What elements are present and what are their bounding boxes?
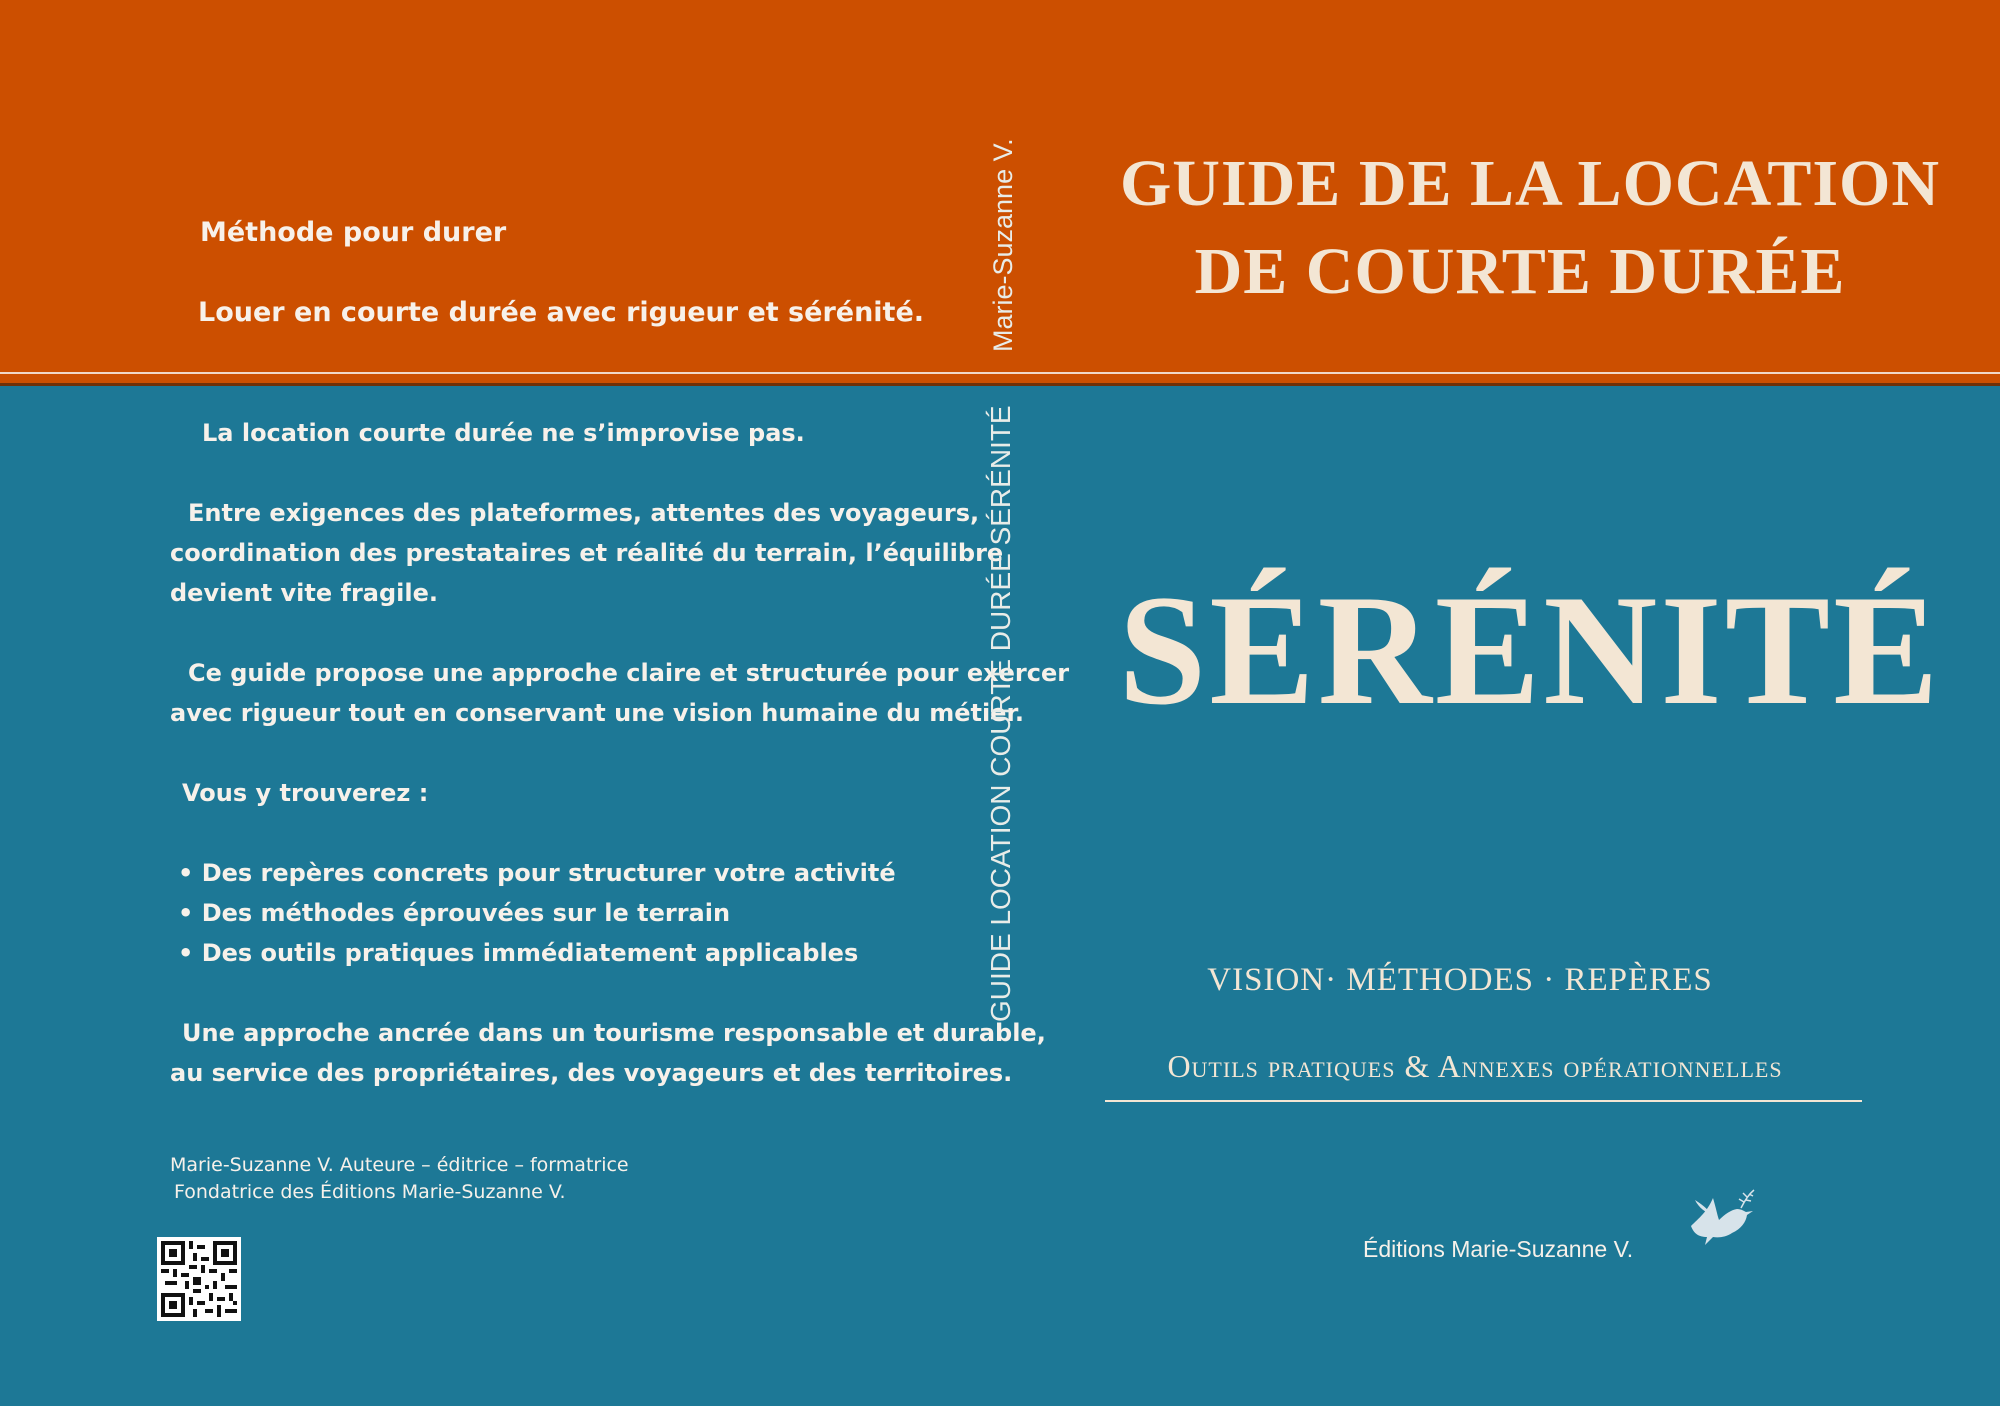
qr-code-icon [157, 1237, 241, 1321]
front-divider [1105, 1100, 1862, 1102]
bullet-item: • Des repères concrets pour structurer votre activité [170, 853, 960, 893]
front-title-line1: GUIDE DE LA LOCATION [1119, 147, 1941, 220]
front-subtitle-tools: Outils pratiques & Annexes opérationnelles [1167, 1048, 1783, 1084]
spine-author-text: Marie-Suzanne V. [988, 138, 1018, 352]
dove-icon [1683, 1182, 1755, 1248]
band-divider-dark [0, 383, 2000, 386]
front-title-line2: DE COURTE DURÉE [1194, 235, 1846, 308]
band-divider-light [0, 372, 2000, 374]
closing-line: au service des propriétaires, des voyageurs et des territoires. [170, 1059, 1013, 1087]
closing-line: Une approche ancrée dans un tourisme responsable et durable, [182, 1019, 1046, 1047]
author-credit: Marie-Suzanne V. Auteure – éditrice – formatrice [170, 1154, 629, 1176]
author-founder: Fondatrice des Éditions Marie-Suzanne V. [174, 1181, 566, 1203]
back-subtitle: Louer en courte durée avec rigueur et sérénité. [198, 297, 925, 328]
intro-line: La location courte durée ne s’improvise pas. [202, 419, 805, 447]
publisher-name: Éditions Marie-Suzanne V. [1363, 1236, 1634, 1262]
author-info [170, 1152, 629, 1206]
spine-title-text: GUIDE LOCATION COURTE DURÉE SÉRÉNITÉ [985, 405, 1016, 1022]
paragraph-line: Entre exigences des plateformes, attentes des voyageurs, [188, 499, 980, 527]
front-title [1080, 140, 1980, 316]
paragraph-line: avec rigueur tout en conservant une vision humaine du métier. [170, 699, 1024, 727]
paragraph-line: coordination des prestataires et réalité du terrain, l’équilibre [170, 539, 1004, 567]
paragraph-line: Ce guide propose une approche claire et structurée pour exercer [188, 659, 1070, 687]
back-tagline: Méthode pour durer [200, 217, 507, 248]
bullet-item: • Des méthodes éprouvées sur le terrain [170, 893, 960, 933]
bullet-item: • Des outils pratiques immédiatement applicables [170, 933, 960, 973]
paragraph-line: devient vite fragile. [170, 579, 438, 607]
list-intro: Vous y trouverez : [182, 779, 429, 807]
front-subtitle-keywords: VISION· MÉTHODES · REPÈRES [1207, 962, 1713, 998]
front-main-word: SÉRÉNITÉ [1118, 563, 1942, 738]
